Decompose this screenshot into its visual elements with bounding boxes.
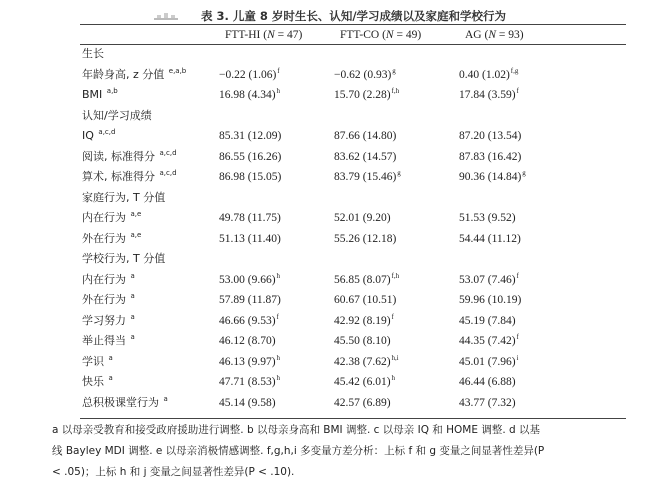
footnote-text: 线 Bayley MDI 调整. e 以母亲消极情感调整. f,g,h,i 多变量方差分析：上标 f 和 g 变量之间显著性差异(P (52, 445, 545, 457)
cell-value: 60.67 (10.51) (334, 294, 397, 306)
cell-value: 42.92 (8.19) (334, 314, 391, 327)
column-header-n: N (267, 29, 275, 41)
cell-superscript: f,h (391, 271, 400, 280)
table-cell (334, 68, 396, 82)
section-heading (82, 109, 152, 123)
table-cell (459, 170, 526, 184)
row-label (82, 170, 177, 184)
row-label (82, 314, 135, 328)
section-heading-label: 家庭行为, T 分值 (82, 190, 166, 204)
cell-value: 42.57 (6.89) (334, 396, 391, 409)
row-label-superscript: a (130, 292, 135, 301)
row-label-text: 算术, 标准得分 (82, 170, 159, 183)
row-label (82, 334, 135, 348)
row-label-superscript: a,e (130, 230, 142, 239)
row-label (82, 293, 135, 307)
cell-superscript: f,h (391, 87, 400, 96)
section-heading (82, 252, 165, 266)
row-label-superscript: a,b (106, 87, 118, 96)
table-cell (459, 334, 519, 348)
top-rule (80, 24, 626, 25)
footnote-line (52, 441, 622, 462)
cell-value: 83.62 (14.57) (334, 150, 397, 163)
cell-value: 47.71 (8.53) (219, 376, 276, 388)
bottom-rule (80, 418, 626, 419)
row-label-text: 总积极课堂行为 (82, 395, 163, 409)
cell-value: 15.70 (2.28) (334, 89, 391, 101)
table-cell (334, 334, 391, 348)
table-cell (334, 150, 396, 164)
cell-superscript: h,i (391, 353, 399, 362)
table-cell (334, 355, 399, 369)
row-label-text: 内在行为 (82, 272, 130, 286)
table-cell (459, 129, 521, 143)
section-heading (82, 47, 104, 61)
row-label (82, 150, 177, 164)
table-cell (219, 150, 281, 164)
row-label (82, 355, 113, 369)
row-label-text: 年龄身高, z 分值 (82, 67, 168, 81)
row-label-superscript: a (108, 353, 113, 362)
cell-value: −0.22 (1.06) (219, 68, 277, 81)
table-cell (459, 232, 521, 246)
row-label-text: 外在行为 (82, 293, 130, 306)
row-label (82, 273, 135, 287)
column-header-label: FTT-CO ( (340, 29, 386, 41)
cell-value: 87.20 (13.54) (459, 130, 522, 142)
section-heading-label: 认知/学习成绩 (82, 108, 152, 122)
table-cell (219, 273, 280, 287)
table-cell (459, 88, 519, 102)
footnote-line (52, 462, 622, 483)
table-cell (334, 396, 391, 410)
cell-value: 45.01 (7.96) (459, 355, 516, 368)
cell-value: 83.79 (15.46) (334, 171, 397, 183)
row-label-text: 阅读, 标准得分 (82, 149, 159, 163)
cell-value: 46.66 (9.53) (219, 314, 276, 327)
table-cell (459, 150, 521, 164)
table-cell (459, 293, 521, 307)
table-title: 表 3. 儿童 8 岁时生长、认知/学习成绩以及家庭和学校行为 (200, 9, 507, 23)
table-cell (219, 129, 281, 143)
row-label-superscript: a,c,d (98, 128, 116, 137)
row-label (82, 396, 168, 410)
row-label (82, 232, 141, 246)
row-label-superscript: a,e (130, 210, 142, 219)
cell-value: 56.85 (8.07) (334, 273, 391, 286)
cell-superscript: f (516, 87, 519, 96)
row-label-superscript: a,c,d (159, 148, 177, 157)
section-heading (82, 191, 165, 205)
publisher-logo (153, 12, 179, 22)
row-label-text: IQ (82, 129, 98, 142)
cell-value: 0.40 (1.02) (459, 68, 510, 81)
cell-value: 45.50 (8.10) (334, 335, 391, 347)
header-rule (80, 44, 626, 45)
row-label-superscript: a (163, 394, 168, 403)
cell-value: −0.62 (0.93) (334, 68, 392, 81)
table-cell (219, 314, 279, 328)
table-cell (219, 355, 280, 369)
row-label-superscript: a (130, 333, 135, 342)
cell-value: 57.89 (11.87) (219, 294, 281, 306)
table-cell (459, 396, 516, 410)
row-label-superscript: a (108, 374, 113, 383)
cell-value: 46.12 (8.70) (219, 335, 276, 347)
cell-superscript: h (276, 87, 281, 96)
table-cell (219, 68, 280, 82)
row-label-text: 学识 (82, 354, 108, 368)
cell-value: 45.19 (7.84) (459, 314, 516, 327)
table-cell (334, 293, 396, 307)
table-cell (334, 129, 396, 143)
cell-value: 51.13 (11.40) (219, 232, 281, 245)
table-cell (219, 396, 276, 410)
cell-value: 17.84 (3.59) (459, 89, 516, 101)
column-header-n-value: = 47) (274, 29, 303, 41)
table-cell (334, 314, 394, 328)
cell-value: 87.66 (14.80) (334, 130, 397, 142)
table-cell (334, 273, 399, 287)
table-cell (334, 375, 395, 389)
column-header (225, 28, 302, 42)
row-label (82, 68, 186, 82)
cell-value: 86.55 (16.26) (219, 150, 282, 163)
cell-value: 87.83 (16.42) (459, 150, 522, 163)
cell-superscript: f (276, 312, 279, 321)
cell-value: 45.42 (6.01) (334, 376, 391, 388)
cell-value: 55.26 (12.18) (334, 232, 397, 245)
row-label-superscript: a (130, 312, 135, 321)
row-label (82, 88, 118, 102)
row-label-text: 内在行为 (82, 211, 130, 224)
table-cell (219, 88, 280, 102)
footnote-text: < .05)；上标 h 和 j 变量之间显著性差异(P < .10). (52, 466, 295, 478)
table-cell (459, 211, 516, 225)
cell-value: 46.44 (6.88) (459, 376, 516, 388)
cell-superscript: g (397, 169, 401, 178)
table-caption (0, 8, 659, 24)
cell-superscript: h (276, 271, 281, 280)
table-cell (334, 88, 399, 102)
table-cell (219, 334, 276, 348)
cell-value: 54.44 (11.12) (459, 232, 521, 245)
row-label-text: 举止得当 (82, 334, 130, 347)
cell-value: 16.98 (4.34) (219, 89, 276, 101)
column-header-label: AG ( (465, 29, 489, 41)
column-header-n-value: = 49) (393, 29, 422, 41)
table-cell (459, 355, 519, 369)
cell-value: 46.13 (9.97) (219, 355, 276, 368)
cell-superscript: f (277, 66, 280, 75)
cell-superscript: g (392, 66, 396, 75)
column-header (465, 28, 524, 42)
cell-superscript: i (516, 353, 519, 362)
row-label-superscript: a (130, 271, 135, 280)
cell-superscript: f,g (510, 66, 519, 75)
table-cell (334, 211, 391, 225)
row-label-superscript: a,c,d (159, 169, 177, 178)
cell-value: 44.35 (7.42) (459, 335, 516, 347)
section-heading-label: 学校行为, T 分值 (82, 252, 166, 265)
cell-value: 51.53 (9.52) (459, 212, 516, 224)
table-cell (219, 170, 281, 184)
table-cell (459, 375, 516, 389)
cell-value: 86.98 (15.05) (219, 171, 282, 183)
cell-value: 49.78 (11.75) (219, 212, 281, 224)
cell-value: 42.38 (7.62) (334, 355, 391, 368)
row-label-text: 快乐 (82, 375, 108, 388)
footnote-line (52, 420, 622, 441)
footnote-text: a 以母亲受教育和接受政府援助进行调整. b 以母亲身高和 BMI 调整. c 以母亲 IQ 和 HOME 调整. d 以基 (52, 424, 541, 436)
cell-superscript: h (276, 353, 281, 362)
table-cell (334, 232, 396, 246)
cell-superscript: h (391, 374, 396, 383)
column-header-label: FTT-HI ( (225, 29, 268, 41)
row-label (82, 211, 141, 225)
cell-superscript: f (516, 271, 519, 280)
table-cell (219, 293, 281, 307)
cell-value: 90.36 (14.84) (459, 171, 522, 183)
row-label-text: 外在行为 (82, 231, 130, 245)
cell-superscript: f (391, 312, 394, 321)
table-cell (334, 170, 401, 184)
cell-value: 52.01 (9.20) (334, 212, 391, 224)
cell-value: 43.77 (7.32) (459, 396, 516, 409)
table-cell (219, 232, 281, 246)
table-cell (459, 68, 518, 82)
table-cell (219, 211, 281, 225)
column-header-n-value: = 93) (496, 29, 524, 41)
column-header-n: N (488, 29, 496, 41)
cell-superscript: h (276, 374, 281, 383)
column-header (340, 28, 421, 42)
cell-value: 85.31 (12.09) (219, 130, 282, 142)
cell-superscript: f (516, 333, 519, 342)
row-label-text: BMI (82, 88, 106, 101)
row-label (82, 375, 113, 389)
cell-value: 59.96 (10.19) (459, 294, 522, 306)
cell-value: 45.14 (9.58) (219, 396, 276, 409)
column-header-n: N (385, 29, 394, 41)
cell-value: 53.00 (9.66) (219, 273, 276, 286)
cell-value: 53.07 (7.46) (459, 273, 516, 286)
section-heading-label: 生长 (82, 47, 104, 60)
row-label (82, 129, 115, 143)
table-cell (219, 375, 280, 389)
cell-superscript: g (522, 169, 526, 178)
row-label-text: 学习努力 (82, 313, 130, 327)
row-label-superscript: e,a,b (168, 66, 187, 75)
table-cell (459, 273, 519, 287)
table-cell (459, 314, 516, 328)
